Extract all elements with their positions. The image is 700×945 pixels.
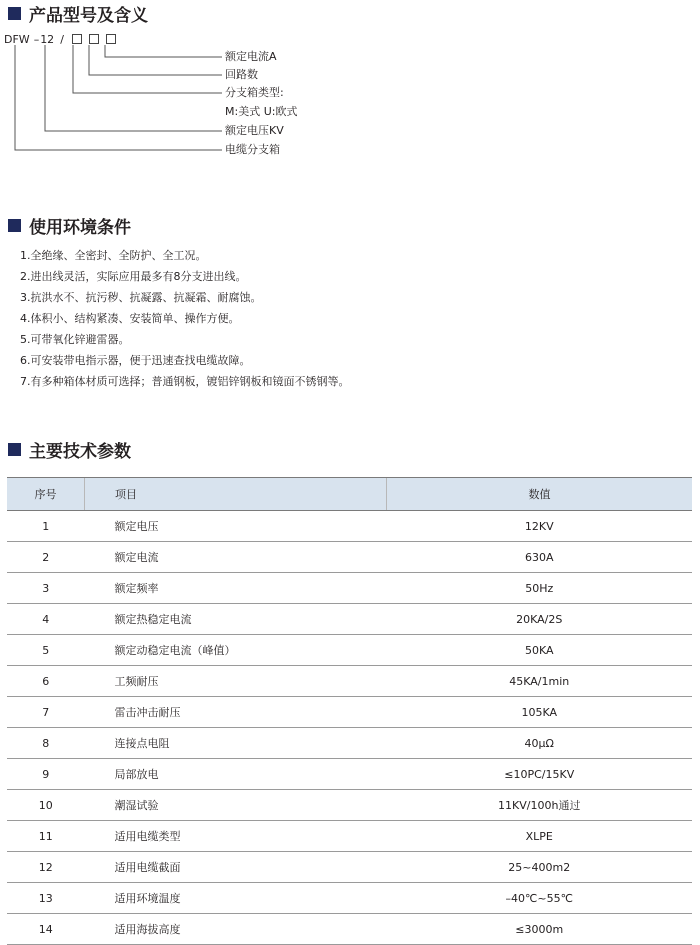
model-voltage: 12 (40, 32, 55, 46)
table-row (7, 728, 692, 759)
cell-value: 20KA/2S (387, 604, 693, 635)
cell-value: 11KV/100h通过 (387, 790, 693, 821)
table-row (7, 914, 692, 945)
spec-table (7, 477, 692, 945)
table-row (7, 635, 692, 666)
legend-box-type: 分支箱类型: (225, 86, 284, 99)
cell-item: 适用电缆截面 (85, 852, 387, 883)
bullet-square-icon (8, 219, 21, 232)
header-item: 项目 (85, 478, 387, 511)
legend-rated-current: 额定电流A (225, 50, 277, 63)
cell-value: 50Hz (387, 573, 693, 604)
condition-item: 7.有多种箱体材质可选择；普通钢板，镀铝锌钢板和镜面不锈钢等。 (20, 375, 350, 388)
table-row (7, 790, 692, 821)
condition-item: 6.可安装带电指示器，便于迅速查找电缆故障。 (20, 354, 251, 367)
cell-value: 12KV (387, 511, 693, 542)
connector-current (105, 45, 222, 57)
table-row (7, 883, 692, 914)
condition-item: 2.进出线灵活，实际应用最多有8分支进出线。 (20, 270, 247, 283)
legend-rated-voltage: 额定电压KV (225, 124, 284, 137)
cell-item: 额定频率 (85, 573, 387, 604)
connector-circuits (89, 45, 222, 75)
table-row (7, 697, 692, 728)
section-title-model-text: 产品型号及含义 (29, 5, 148, 26)
model-connector-lines (0, 0, 700, 170)
cell-no: 3 (7, 573, 85, 604)
bullet-square-icon (8, 443, 21, 456)
connector-type (73, 45, 222, 93)
cell-item: 适用电缆类型 (85, 821, 387, 852)
table-row (7, 573, 692, 604)
condition-item: 5.可带氧化锌避雷器。 (20, 333, 130, 346)
cell-no: 12 (7, 852, 85, 883)
table-row (7, 666, 692, 697)
table-row (7, 604, 692, 635)
table-row (7, 852, 692, 883)
cell-item: 额定电压 (85, 511, 387, 542)
cell-value: 105KA (387, 697, 693, 728)
connector-voltage (45, 45, 222, 131)
cell-value: 25~400m2 (387, 852, 693, 883)
legend-box-type-options: M:美式 U:欧式 (225, 105, 298, 118)
cell-value: 40μΩ (387, 728, 693, 759)
cell-item: 潮湿试验 (85, 790, 387, 821)
cell-value: –40℃~55℃ (387, 883, 693, 914)
cell-no: 2 (7, 542, 85, 573)
cell-item: 额定动稳定电流（峰值） (85, 635, 387, 666)
cell-item: 工频耐压 (85, 666, 387, 697)
cell-value: ≤10PC/15KV (387, 759, 693, 790)
condition-item: 3.抗洪水不、抗污秽、抗凝露、抗凝霜、耐腐蚀。 (20, 291, 262, 304)
cell-no: 6 (7, 666, 85, 697)
condition-item: 4.体积小、结构紧凑、安装简单、操作方便。 (20, 312, 240, 325)
header-value: 数值 (387, 478, 693, 511)
table-row (7, 542, 692, 573)
table-row (7, 821, 692, 852)
legend-cable-branch-box: 电缆分支箱 (225, 143, 280, 156)
connector-cable-box (15, 45, 222, 150)
header-no: 序号 (7, 478, 85, 511)
cell-no: 1 (7, 511, 85, 542)
cell-no: 9 (7, 759, 85, 790)
section-title-params (8, 438, 131, 460)
section-title-conditions (8, 214, 131, 236)
cell-no: 10 (7, 790, 85, 821)
cell-no: 14 (7, 914, 85, 945)
model-prefix: DFW (4, 32, 30, 46)
cell-item: 额定热稳定电流 (85, 604, 387, 635)
cell-item: 适用海拔高度 (85, 914, 387, 945)
table-row (7, 759, 692, 790)
table-row (7, 511, 692, 542)
cell-item: 雷击冲击耐压 (85, 697, 387, 728)
cell-value: 50KA (387, 635, 693, 666)
table-header-row (7, 478, 692, 511)
cell-item: 连接点电阻 (85, 728, 387, 759)
section-title-conditions-text: 使用环境条件 (29, 217, 131, 238)
cell-item: 局部放电 (85, 759, 387, 790)
model-dash: – (33, 32, 40, 46)
cell-no: 7 (7, 697, 85, 728)
cell-no: 8 (7, 728, 85, 759)
cell-item: 适用环境温度 (85, 883, 387, 914)
condition-item: 1.全绝缘、全密封、全防护、全工况。 (20, 249, 207, 262)
model-slash: / (60, 32, 64, 46)
cell-value: 45KA/1min (387, 666, 693, 697)
cell-no: 4 (7, 604, 85, 635)
cell-value: ≤3000m (387, 914, 693, 945)
cell-item: 额定电流 (85, 542, 387, 573)
legend-circuits: 回路数 (225, 68, 258, 81)
cell-no: 11 (7, 821, 85, 852)
section-title-params-text: 主要技术参数 (29, 441, 131, 462)
cell-value: 630A (387, 542, 693, 573)
cell-no: 13 (7, 883, 85, 914)
cell-no: 5 (7, 635, 85, 666)
cell-value: XLPE (387, 821, 693, 852)
